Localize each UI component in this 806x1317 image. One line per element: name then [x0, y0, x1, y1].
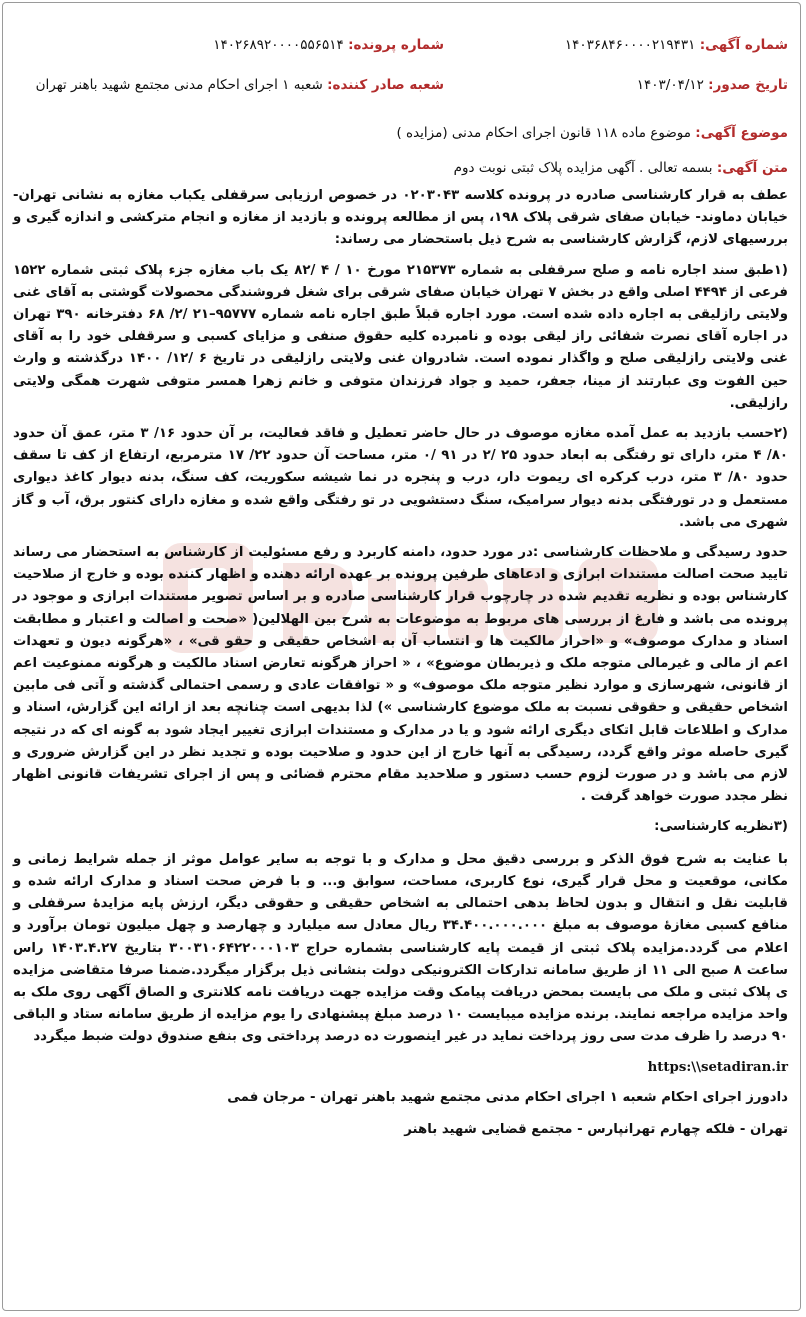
- issuer-label: شعبه صادر کننده:: [327, 77, 444, 93]
- address-line: تهران - فلکه چهارم تهرانپارس - مجتمع قضایی شهید باهنر: [404, 1121, 788, 1137]
- paragraph-opinion-heading: (۳نظریه کارشناسی:: [654, 819, 788, 835]
- issue-date-row: [637, 77, 788, 93]
- issuer-row: [36, 77, 444, 93]
- subject-label: موضوع آگهی:: [695, 125, 788, 141]
- case-number: ۱۴۰۲۶۸۹۲۰۰۰۰۵۵۶۵۱۴: [213, 37, 344, 53]
- subject-row: [396, 125, 788, 141]
- paragraph-scope: حدود رسیدگی و ملاحظات کارشناسی :در مورد حدود، دامنه کاربرد و رفع مسئولیت از کارشناس به استحضار می رساند تایید صحت اصالت مستندات ابرازی و ادعاهای طرفین پرونده بر عهده ارائه دهنده و اظهار کننده بوده و خارج از صلاحیت کارشناس بوده و نظریه تقدیم شده در چارچوب قرار کارشناسی صادره و بر اساس تصویر مستندات ابرازی و موجود در پرونده می باشد و فارغ از بررسی های مربوط به موضوعات به شرح بین الهلالین( «صحت و اصالت و اعتبار و مطابقت اسناد و مدارک موصوف» و «احراز مالکیت ها و انتساب آن به اشخاص حقیقی و حقو قی» ، «هرگونه دیون و تعهدات اعم از مالی و غیرمالی متوجه ملک و ذیربطان موضوع» ، « احراز هرگونه تعارض اسناد مالکیت و هرگونه ممنوعیت اعم از قانونی، شهرسازی و موارد نظیر متوجه ملک موصوف» و « توافقات عادی و رسمی احتمالی گذشته و آتی فی مابین اشخاص حقیقی و حقوقی نسبت به ملک موضوع کارشناسی ») لذا بدیهی است چنانچه بعد از ارائه این گزارش، اسناد و مدارک و اطلاعات قابل اتکای دیگری ارائه شود و یا در مدارک و مستندات ابرازی تغییر ایجاد شود به گونه ای که در نتیجه گیری حاصله موثر واقع گردد، رسیدگی به آنها خارج از این حدود و صلاحیت بوده و تجدید نظر در این گزارش ضروری و لازم می باشد و در صورت لزوم حسب دستور و صلاحدید مقام محترم قضائی و پس از اجرای تشریفات قانونی اظهار نظر مجدد صورت خواهد گرفت .: [13, 545, 788, 805]
- setad-link[interactable]: https:\\setadiran.ir: [647, 1059, 788, 1075]
- case-number-label: شماره پرونده:: [348, 37, 444, 53]
- issue-date-label: تاریخ صدور:: [708, 77, 788, 93]
- notice-number: ۱۴۰۳۶۸۴۶۰۰۰۰۲۱۹۴۳۱: [564, 37, 696, 53]
- issue-date: ۱۴۰۳/۰۴/۱۲: [636, 77, 704, 93]
- notice-text-row: [454, 160, 788, 176]
- notice-number-label: شماره آگهی:: [699, 37, 788, 53]
- case-number-row: [213, 37, 444, 53]
- paragraph-intro: عطف به قرار کارشناسی صادره در پرونده کلاسه ۰۲۰۳۰۴۳ در خصوص ارزیابی سرقفلی یکباب مغازه به نشانی تهران- خیابان دماوند- خیابان صفای شرقی پلاک ۱۹۸، پس از مطالعه پرونده و بازدید از مغازه و انجام مترکشی و اندازه گیری و بررسیهای لازم، گزارش کارشناسی به شرح ذیل باستحضار می رساند:: [13, 188, 788, 248]
- notice-text-label: متن آگهی:: [716, 160, 788, 176]
- notice-number-row: [565, 37, 788, 53]
- issuer: شعبه ۱ اجرای احکام مدنی مجتمع شهید باهنر تهران: [35, 77, 323, 93]
- paragraph-inspection: (۲حسب بازدید به عمل آمده مغازه موصوف در حال حاضر تعطیل و فاقد فعالیت، بر آن حدود ۱۶/ ۳ متر، عمق آن حدود ۸۰/ ۴ متر، دارای تو رفتگی به ابعاد حدود ۲۵ /۲ در ۹۱ /۰ متر، مساحت آن حدود ۲۲/ ۱۷ مترمربع، ارتفاع از کف تا سقف حدود ۸۰/ ۳ متر، درب کرکره ای ریموت دار، درب و پنجره در نما شیشه سکوریت، کف سنگ، بدنه دیوار کاغذ دیواری مستعمل و در تورفتگی بدنه دیوار سرامیک، سنگ دستشویی در تو رفتگی واقع شده و مغازه دارای کنتور برق، آب و گاز شهری می باشد.: [13, 426, 788, 530]
- notice-card: [2, 2, 801, 1311]
- notice-body: [13, 185, 788, 1151]
- subject-text: موضوع ماده ۱۱۸ قانون اجرای احکام مدنی (مزایده ): [396, 125, 691, 141]
- notice-text-title: بسمه تعالی . آگهی مزایده پلاک ثبتی نوبت دوم: [453, 160, 713, 176]
- signature-line: دادورز اجرای احکام شعبه ۱ اجرای احکام مدنی مجتمع شهید باهنر تهران - مرجان فمی: [227, 1089, 788, 1105]
- paragraph-opinion: با عنایت به شرح فوق الذکر و بررسی دقیق محل و مدارک و با توجه به سایر عوامل موثر از جمله شرایط زمانی و مکانی، موقعیت و محل قرار گیری، نوع کاربری، مساحت، سوابق و... و با فرض صحت اسناد و مدارک ارائه شده و قابلیت نقل و انتقال و بدون لحاظ بدهی احتمالی به اشخاص حقیقی و حقوقی دیگر، ارزش پایه مزایدهٔ سرقفلی و منافع کسبی مغازهٔ موصوف به مبلغ ۳۴.۴۰۰.۰۰۰.۰۰۰ ریال معادل سه میلیارد و چهارصد و چهل میلیون تومان برآورد و اعلام می گردد.مزایده پلاک ثبتی از قیمت پایه کارشناسی بشماره حراج ۳۰۰۳۱۰۶۴۲۲۰۰۰۱۰۳ بتاریخ ۱۴۰۳.۴.۲۷ راس ساعت ۸ صبح الی ۱۱ از طریق سامانه تدارکات الکترونیکی دولت بنشانی ذیل برگزار میگردد.ضمنا صرفا متقاضی مزایده ی پلاک ثبتی و ملک می بایست بمحض دریافت پیامک وقت مزایده جهت دریافت نامه کلانتری و الصاق آگهی روی ملک به واحد مزایده مراجعه نمایند. برنده مزایده میبایست ۱۰ درصد مبلغ پیشنهادی را یوم مزایده از طریق سامانه ستاد و الباقی ۹۰ درصد را ظرف مدت سی روز پرداخت نماید در غیر اینصورت ده درصد پرداختی وی بنفع صندوق دولت ضبط میگردد: [13, 851, 788, 1045]
- paragraph-lease: (۱طبق سند اجاره نامه و صلح سرقفلی به شماره ۲۱۵۳۷۳ مورخ ۱۰ / ۴ /۸۲ یک باب مغازه جزء پلاک ثبتی شماره ۱۵۲۲ فرعی از ۴۴۹۴ اصلی واقع در بخش ۷ تهران خیابان صفای شرقی برای شغل فروشندگی محصولات گوشتی به آقای غنی ولایتی رازلیقی به اجاره داده شده است. مورد اجاره قبلاً طبق اجاره نامه شماره ۹۵۷۷۷–۲۱ /۲/ ۶۸ دفترخانه ۳۹۰ تهران در اجاره آقای نصرت شفائی راز لیقی بوده و نامبرده کلیه حقوق صنفی و مزایای کسبی و سرقفلی خود را به آقای غنی ولایتی رازلیقی صلح و واگذار نموده است. شادروان غنی ولایتی رازلیقی در تاریخ ۶ /۱۲/ ۱۴۰۰ درگذشته و وارث حین الفوت وی عبارتند از مینا، جعفر، حمید و جواد فرزندان متوفی و خانم زهرا همسر متوفی شهرت همگی ولایتی رازلیقی.: [13, 262, 788, 411]
